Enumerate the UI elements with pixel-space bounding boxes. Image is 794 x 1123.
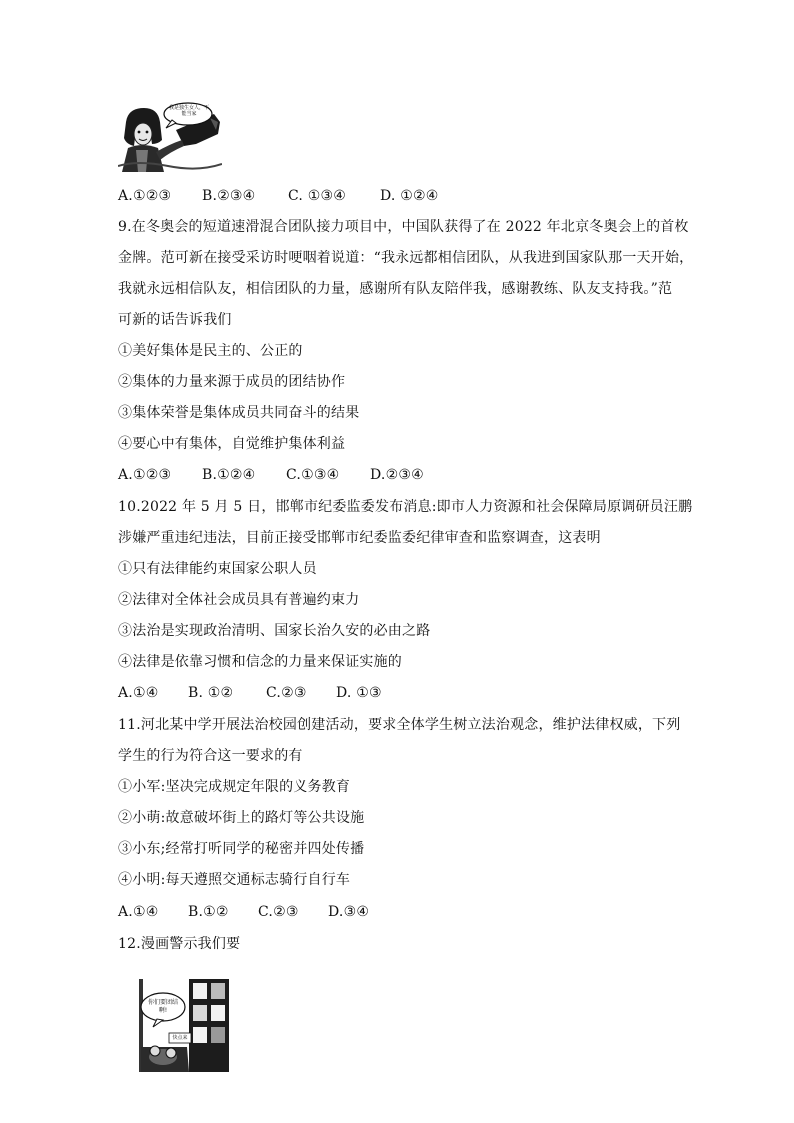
q11-item-1: ①小军:坚决完成规定年限的义务教育 [118,779,351,795]
q11-option-c[interactable]: C.②③ [258,904,299,920]
q11-item-4: ④小明:每天遵照交通标志骑行自行车 [118,872,351,888]
q12-cartoon-bubble-2: 快点来 [172,1035,188,1041]
q12-cartoon-image [137,977,230,1074]
q9-item-3: ③集体荣誉是集体成员共同奋斗的结果 [118,405,360,421]
q9-stem-line-2: 金牌。范可新在接受采访时哽咽着说道：“我永远都相信团队，从我进到国家队那一天开始， [118,250,694,266]
q9-item-2: ②集体的力量来源于成员的团结协作 [118,374,346,390]
q10-option-d[interactable]: D. ①③ [336,685,382,701]
q8-option-d[interactable]: D. ①②④ [380,188,439,204]
q9-stem-line-3: 我就永远相信队友，相信团队的力量，感谢所有队友陪伴我，感谢教练、队友支持我。”范 [118,281,673,297]
q10-option-c[interactable]: C.②③ [266,685,307,701]
q8-option-b[interactable]: B.②③④ [202,188,256,204]
q12-cartoon-bubble-1: 你们要团结啊! [147,999,178,1014]
q11-item-2: ②小萌:故意破坏街上的路灯等公共设施 [118,810,365,826]
q10-option-b[interactable]: B. ①② [188,685,234,701]
q9-item-1: ①美好集体是民主的、公正的 [118,343,303,359]
q9-option-b[interactable]: B.①②④ [202,467,256,483]
q9-option-c[interactable]: C.①③④ [286,467,340,483]
q11-option-a[interactable]: A.①④ [118,904,159,920]
q11-options [118,902,369,922]
q11-option-b[interactable]: B.①② [188,904,229,920]
q8-options [118,186,438,206]
q10-stem-line-2: 涉嫌严重违纪违法，目前正接受邯郸市纪委监委纪律审查和监察调查，这表明 [118,530,601,546]
q12-cartoon-drawing [137,977,230,1074]
q12-stem: 12.漫画警示我们要 [118,936,241,952]
q10-item-4: ④法律是依靠习惯和信念的力量来保证实施的 [118,654,402,670]
q11-stem-line-1: 11.河北某中学开展法治校园创建活动，要求全体学生树立法治观念，维护法律权威，下列 [118,717,681,733]
q9-option-a[interactable]: A.①②③ [118,467,172,483]
q11-item-3: ③小东;经常打听同学的秘密并四处传播 [118,841,365,857]
q9-stem-line-4: 可新的话告诉我们 [118,312,232,328]
q11-option-d[interactable]: D.③④ [328,904,370,920]
q10-options [118,683,382,703]
q8-option-c[interactable]: C. ①③④ [288,188,346,204]
q9-option-d[interactable]: D.②③④ [370,467,424,483]
q10-stem-line-1: 10.2022 年 5 月 5 日，邯郸市纪委监委发布消息:即市人力资源和社会保障局原调研员汪鹏 [118,499,693,515]
q10-item-2: ②法律对全体社会成员具有普遍约束力 [118,592,360,608]
q9-item-4: ④要心中有集体，自觉维护集体利益 [118,436,346,452]
q8-option-a[interactable]: A.①②③ [118,188,172,204]
q9-options [118,465,424,485]
q8-cartoon-image [118,100,222,172]
q10-option-a[interactable]: A.①④ [118,685,159,701]
q10-item-3: ③法治是实现政治清明、国家长治久安的必由之路 [118,623,431,639]
q11-stem-line-2: 学生的行为符合这一要求的有 [118,748,303,764]
q9-stem-line-1: 9.在冬奥会的短道速滑混合团队接力项目中，中国队获得了在 2022 年北京冬奥会上的首枚 [118,219,689,235]
q10-item-1: ①只有法律能约束国家公职人员 [118,561,317,577]
q8-cartoon-text: 我是独生女人，不能当家 [168,105,209,117]
